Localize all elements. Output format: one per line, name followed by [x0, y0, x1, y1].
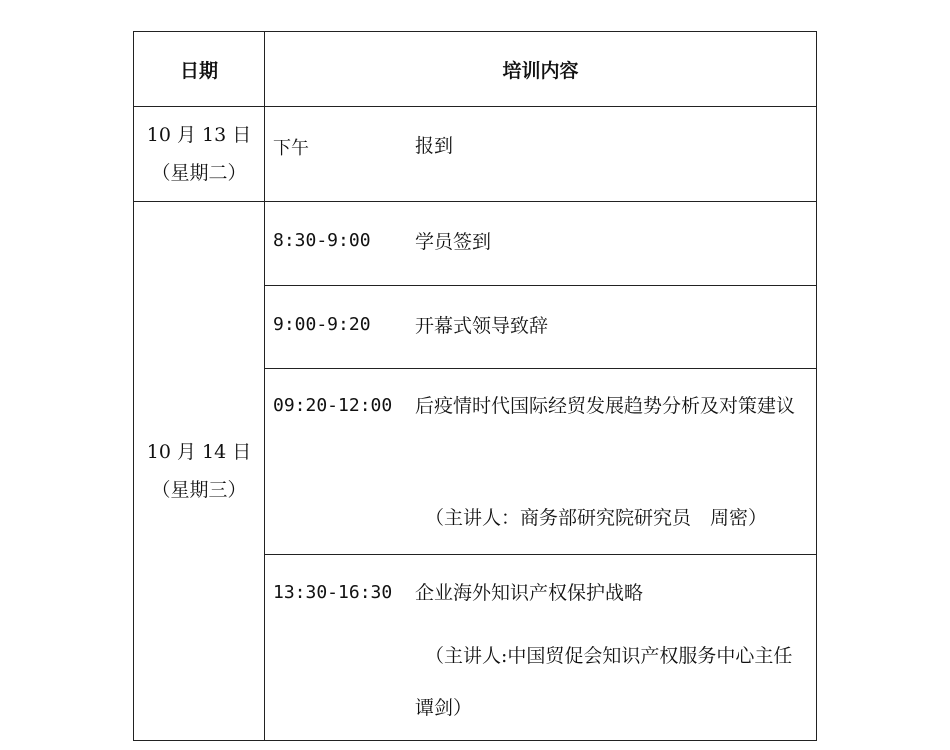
- session-time: 下午: [273, 138, 309, 159]
- schedule-row-day2-s1: [134, 202, 817, 286]
- session-registration: [265, 107, 817, 202]
- session-time: 13:30-16:30: [273, 582, 393, 603]
- header-row: [134, 32, 817, 107]
- session-checkin: [265, 202, 817, 286]
- session-topic: 学员签到: [415, 231, 492, 253]
- date-cell-day2: [134, 202, 265, 741]
- content-column-header: 培训内容: [265, 32, 817, 107]
- session-trade-trends: [265, 369, 817, 555]
- date-day1: 10 月 13 日: [146, 124, 252, 146]
- weekday-day2: （星期三）: [151, 479, 247, 501]
- date-cell-day1: [134, 107, 265, 202]
- session-speaker: （主讲人：商务部研究院研究员 周密）: [425, 507, 768, 529]
- session-topic: 后疫情时代国际经贸发展趋势分析及对策建议: [415, 395, 796, 417]
- session-time: 09:20-12:00: [273, 395, 393, 416]
- date-day2: 10 月 14 日: [146, 441, 252, 463]
- session-ip-strategy: [265, 555, 817, 741]
- session-speaker: （主讲人:中国贸促会知识产权服务中心主任 谭剑）: [415, 645, 812, 719]
- training-schedule-table: [133, 31, 817, 741]
- date-column-header: 日期: [134, 32, 265, 107]
- session-time: 9:00-9:20: [273, 314, 371, 335]
- session-topic: 开幕式领导致辞: [415, 315, 549, 337]
- schedule-row-day1: [134, 107, 817, 202]
- session-topic: 企业海外知识产权保护战略: [415, 582, 644, 604]
- session-time: 8:30-9:00: [273, 230, 371, 251]
- weekday-day1: （星期二）: [151, 162, 247, 184]
- session-opening: [265, 286, 817, 369]
- session-topic: 报到: [415, 135, 454, 157]
